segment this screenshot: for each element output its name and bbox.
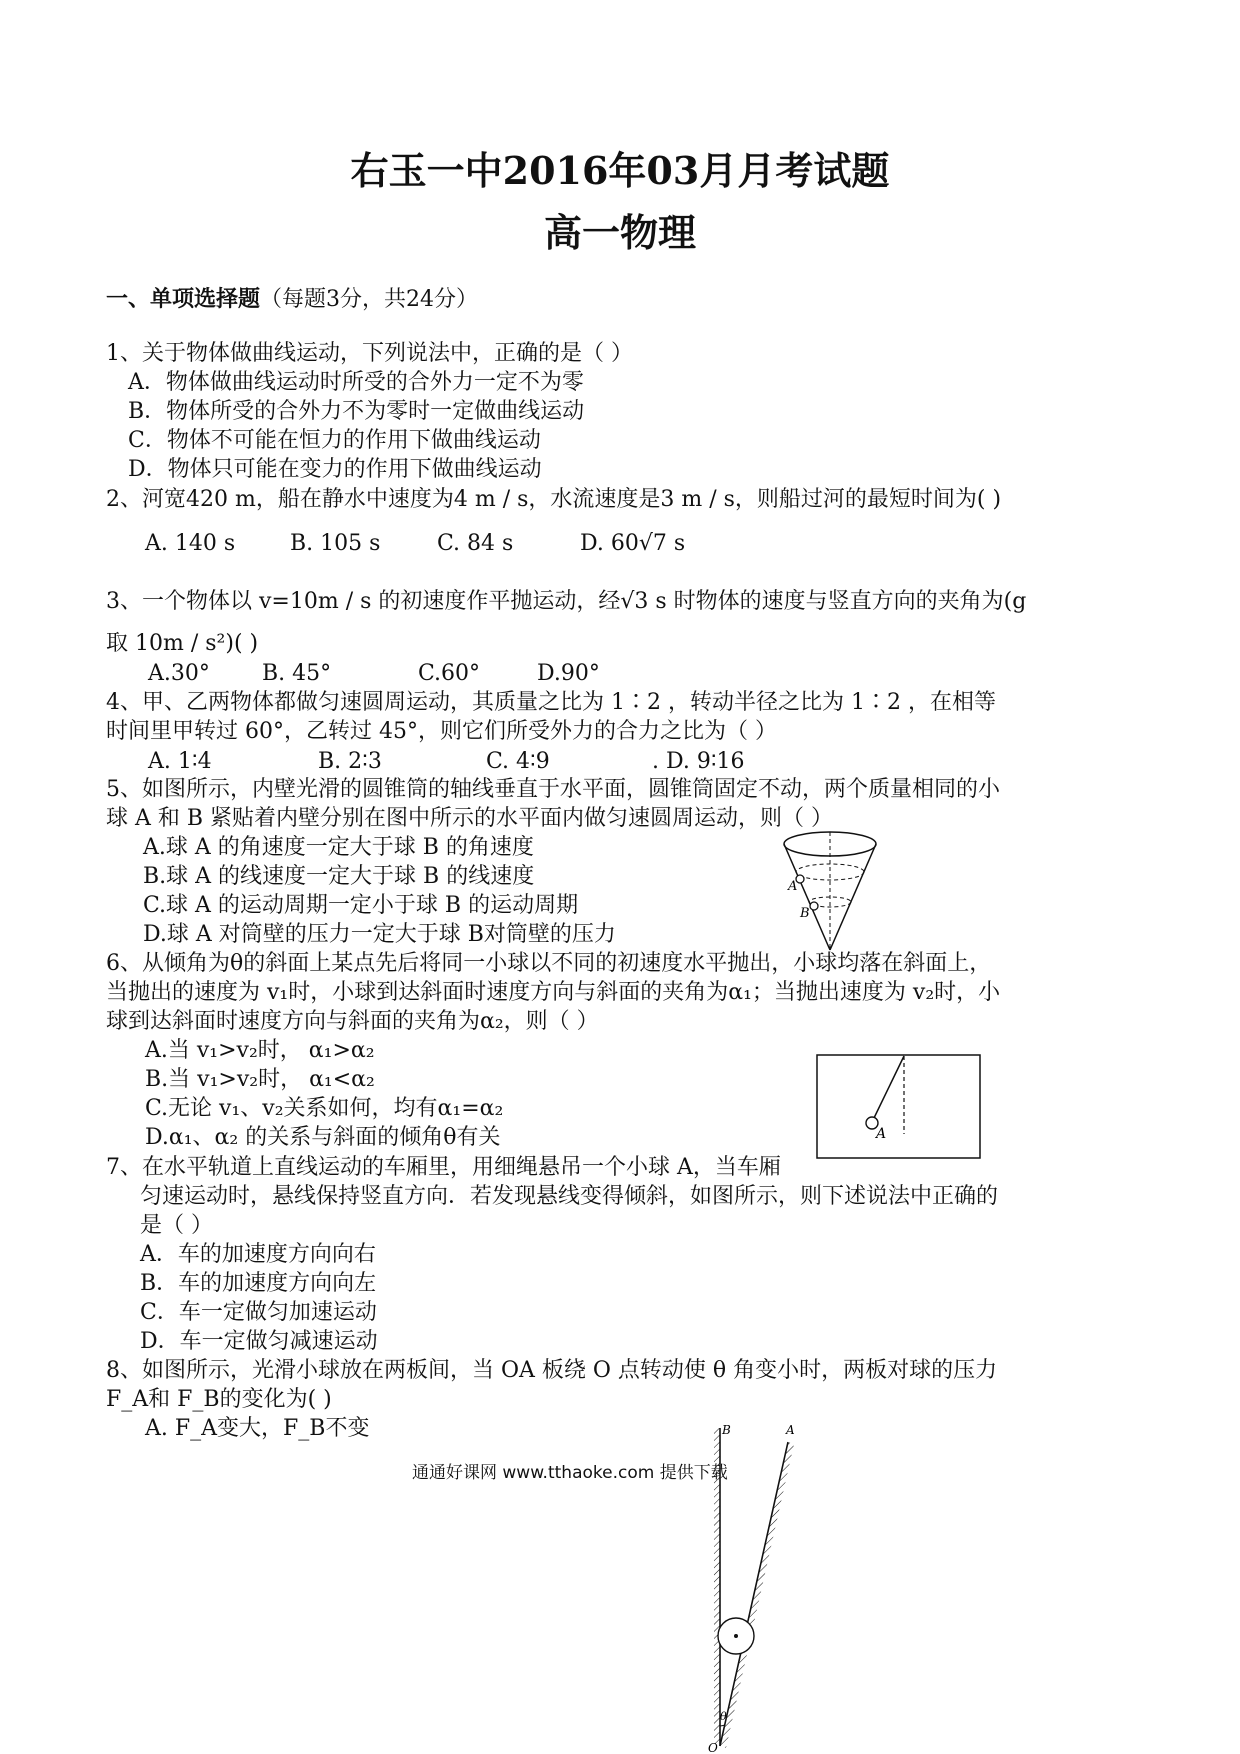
q2-stem: 2、河宽420 m，船在静水中速度为4 m / s，水流速度是3 m / s，则船过河的最短时间为( ) (106, 487, 1002, 512)
carriage-figure (816, 1054, 982, 1160)
q6-option-a: A.当 v₁>v₂时， α₁>α₂ (145, 1038, 375, 1063)
q2-option-c: C. 84 s (437, 531, 514, 556)
footer-source: 通通好课网 www.tthaoke.com 提供下载 (412, 1463, 728, 1483)
q7-option-b: B．车的加速度方向向左 (140, 1271, 377, 1296)
q8-stem-line2: F_A和 F_B的变化为( ) (106, 1387, 332, 1412)
q7-stem-line1: 7、在水平轨道上直线运动的车厢里，用细绳悬吊一个小球 A，当车厢 (106, 1155, 781, 1180)
carriage-label-a: A (876, 1126, 887, 1142)
q1-option-d: D．物体只可能在变力的作用下做曲线运动 (128, 457, 542, 482)
q6-stem-line3: 球到达斜面时速度方向与斜面的夹角为α₂，则（ ） (106, 1009, 599, 1034)
section-heading-note: （每题3分，共24分） (260, 287, 479, 312)
q1-stem: 1、关于物体做曲线运动，下列说法中，正确的是（ ） (106, 341, 633, 366)
q3-stem-line2: 取 10m / s²)( ) (106, 631, 259, 656)
board-label-b: B (722, 1423, 731, 1437)
q6-option-c: C.无论 v₁、v₂关系如何，均有α₁=α₂ (145, 1096, 504, 1121)
q7-option-c: C．车一定做匀加速运动 (140, 1300, 377, 1325)
q7-stem-line2: 匀速运动时，悬线保持竖直方向．若发现悬线变得倾斜，如图所示，则下述说法中正确的 (140, 1184, 999, 1209)
q5-stem-line1: 5、如图所示，内壁光滑的圆锥筒的轴线垂直于水平面，圆锥筒固定不动，两个质量相同的小 (106, 777, 1001, 802)
q4-stem-line1: 4、甲、乙两物体都做匀速圆周运动，其质量之比为 1∶2 ，转动半径之比为 1∶2 ，在相等 (106, 690, 996, 715)
q1-option-c: C．物体不可能在恒力的作用下做曲线运动 (128, 428, 541, 453)
q6-stem-line2: 当抛出的速度为 v₁时，小球到达斜面时速度方向与斜面的夹角为α₁；当抛出速度为 v₂时，小 (106, 980, 1001, 1005)
q3-option-d: D.90° (537, 661, 600, 686)
q4-option-a: A. 1∶4 (148, 749, 212, 774)
page-title: 右玉一中2016年03月月考试题 (350, 148, 890, 193)
q1-option-a: A．物体做曲线运动时所受的合外力一定不为零 (128, 370, 584, 395)
cone-label-b: B (800, 906, 810, 921)
q4-option-d: . D. 9∶16 (652, 749, 745, 774)
section-heading-title: 一、单项选择题 (106, 286, 261, 312)
q3-option-a: A.30° (148, 661, 210, 686)
angle-label-theta: θ (720, 1710, 727, 1723)
q5-stem-line2: 球 A 和 B 紧贴着内壁分别在图中所示的水平面内做匀速圆周运动，则（ ） (106, 806, 834, 831)
q3-option-c: C.60° (418, 661, 481, 686)
q6-option-d: D.α₁、α₂ 的关系与斜面的倾角θ有关 (145, 1125, 501, 1150)
cone-label-a: A (788, 879, 798, 894)
q6-option-b: B.当 v₁>v₂时， α₁<α₂ (145, 1067, 375, 1092)
cone-figure (778, 828, 888, 956)
section-heading (106, 282, 478, 313)
q7-stem-line3: 是（ ） (140, 1213, 213, 1238)
page-subtitle: 高一物理 (543, 210, 696, 255)
q4-stem-line2: 时间里甲转过 60°，乙转过 45°，则它们所受外力的合力之比为（ ） (106, 719, 777, 744)
q2-option-b: B. 105 s (290, 531, 381, 556)
ball-b (810, 902, 818, 910)
q5-option-d: D.球 A 对筒壁的压力一定大于球 B对筒壁的压力 (143, 922, 616, 947)
q8-stem-line1: 8、如图所示，光滑小球放在两板间，当 OA 板绕 O 点转动使 θ 角变小时，两板对球的压力 (106, 1358, 998, 1383)
q4-option-c: C. 4∶9 (486, 749, 550, 774)
q4-option-b: B. 2∶3 (318, 749, 382, 774)
q7-option-d: D．车一定做匀减速运动 (140, 1329, 378, 1354)
q3-stem-line1: 3、一个物体以 v=10m / s 的初速度作平抛运动，经√3 s 时物体的速度与竖直方向的夹角为(g (106, 589, 1027, 614)
q5-option-c: C.球 A 的运动周期一定小于球 B 的运动周期 (143, 893, 579, 918)
q5-option-a: A.球 A 的角速度一定大于球 B 的角速度 (143, 835, 534, 860)
q2-option-d: D. 60√7 s (580, 531, 686, 556)
q2-option-a: A. 140 s (145, 531, 236, 556)
board-label-a: A (786, 1423, 795, 1437)
q6-stem-line1: 6、从倾角为θ的斜面上某点先后将同一小球以不同的初速度水平抛出，小球均落在斜面上， (106, 951, 992, 976)
q1-option-b: B．物体所受的合外力不为零时一定做曲线运动 (128, 399, 585, 424)
q3-option-b: B. 45° (262, 661, 332, 686)
q7-option-a: A．车的加速度方向向右 (140, 1242, 376, 1267)
q5-option-b: B.球 A 的线速度一定大于球 B 的线速度 (143, 864, 535, 889)
board-label-o: O (708, 1741, 718, 1752)
q8-option-a: A. F_A变大，F_B不变 (145, 1416, 370, 1441)
